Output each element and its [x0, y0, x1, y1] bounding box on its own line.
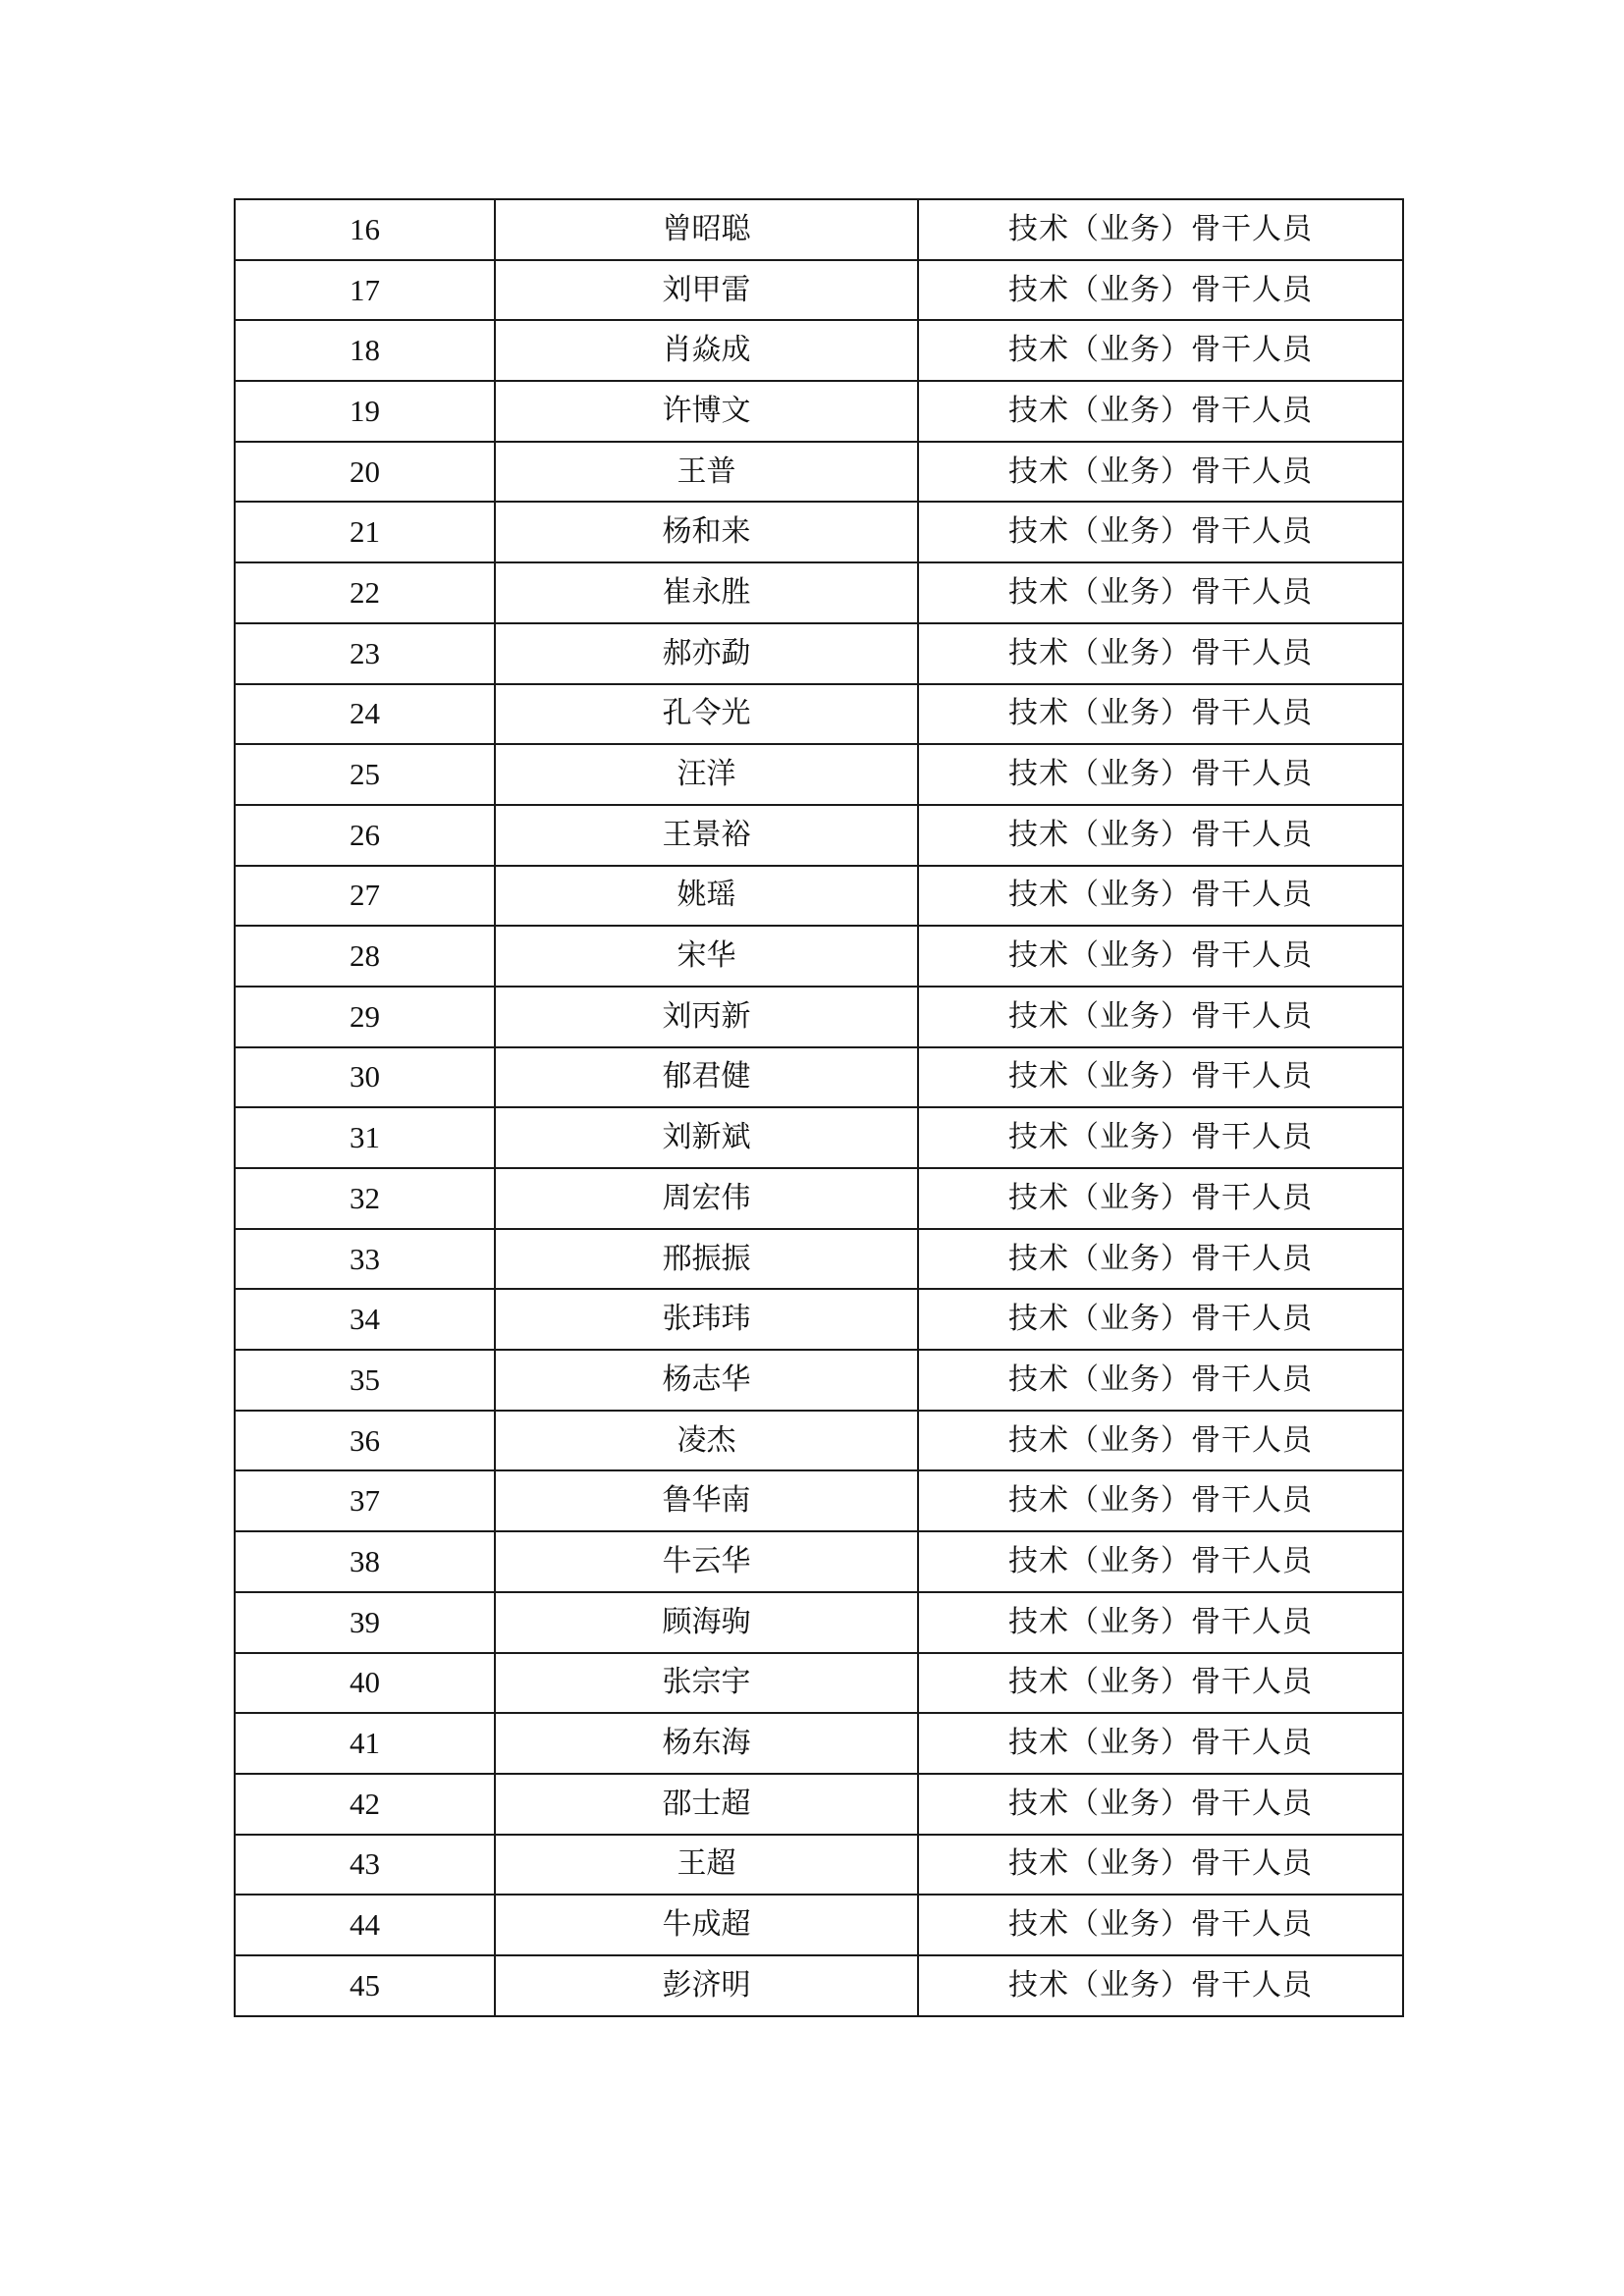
role-cell: 技术（业务）骨干人员 [918, 684, 1403, 745]
role-cell: 技术（业务）骨干人员 [918, 1895, 1403, 1955]
name-cell: 曾昭聪 [495, 199, 918, 260]
name-cell: 刘甲雷 [495, 260, 918, 321]
table-row [235, 442, 1403, 503]
name-cell: 张玮玮 [495, 1289, 918, 1350]
table-row [235, 562, 1403, 623]
name-cell: 杨东海 [495, 1713, 918, 1774]
row-number-cell: 22 [235, 562, 495, 623]
name-cell: 肖焱成 [495, 320, 918, 381]
name-cell: 汪洋 [495, 744, 918, 805]
row-number-cell: 44 [235, 1895, 495, 1955]
role-cell: 技术（业务）骨干人员 [918, 1229, 1403, 1290]
role-cell: 技术（业务）骨干人员 [918, 1835, 1403, 1896]
row-number-cell: 20 [235, 442, 495, 503]
table-row [235, 1531, 1403, 1592]
name-cell: 顾海驹 [495, 1592, 918, 1653]
role-cell: 技术（业务）骨干人员 [918, 1653, 1403, 1714]
table-row [235, 1713, 1403, 1774]
role-cell: 技术（业务）骨干人员 [918, 623, 1403, 684]
name-cell: 姚瑶 [495, 866, 918, 927]
table-row [235, 1411, 1403, 1471]
table-row [235, 1350, 1403, 1411]
row-number-cell: 18 [235, 320, 495, 381]
role-cell: 技术（业务）骨干人员 [918, 866, 1403, 927]
row-number-cell: 43 [235, 1835, 495, 1896]
table-row [235, 1835, 1403, 1896]
table-row [235, 1895, 1403, 1955]
role-cell: 技术（业务）骨干人员 [918, 1592, 1403, 1653]
role-cell: 技术（业务）骨干人员 [918, 199, 1403, 260]
role-cell: 技术（业务）骨干人员 [918, 1470, 1403, 1531]
name-cell: 王普 [495, 442, 918, 503]
role-cell: 技术（业务）骨干人员 [918, 1955, 1403, 2016]
row-number-cell: 36 [235, 1411, 495, 1471]
role-cell: 技术（业务）骨干人员 [918, 562, 1403, 623]
name-cell: 郝亦勐 [495, 623, 918, 684]
row-number-cell: 35 [235, 1350, 495, 1411]
role-cell: 技术（业务）骨干人员 [918, 1411, 1403, 1471]
row-number-cell: 16 [235, 199, 495, 260]
name-cell: 鲁华南 [495, 1470, 918, 1531]
table-row [235, 381, 1403, 442]
table-row [235, 805, 1403, 866]
row-number-cell: 17 [235, 260, 495, 321]
role-cell: 技术（业务）骨干人员 [918, 1531, 1403, 1592]
name-cell: 王超 [495, 1835, 918, 1896]
table-row [235, 1229, 1403, 1290]
row-number-cell: 19 [235, 381, 495, 442]
role-cell: 技术（业务）骨干人员 [918, 442, 1403, 503]
row-number-cell: 31 [235, 1107, 495, 1168]
table-row [235, 1047, 1403, 1108]
row-number-cell: 21 [235, 502, 495, 562]
name-cell: 宋华 [495, 926, 918, 987]
table-row [235, 1653, 1403, 1714]
name-cell: 邢振振 [495, 1229, 918, 1290]
name-cell: 崔永胜 [495, 562, 918, 623]
row-number-cell: 30 [235, 1047, 495, 1108]
role-cell: 技术（业务）骨干人员 [918, 260, 1403, 321]
name-cell: 邵士超 [495, 1774, 918, 1835]
table-row [235, 1168, 1403, 1229]
table-row [235, 684, 1403, 745]
name-cell: 张宗宇 [495, 1653, 918, 1714]
role-cell: 技术（业务）骨干人员 [918, 1289, 1403, 1350]
table-row [235, 1470, 1403, 1531]
row-number-cell: 42 [235, 1774, 495, 1835]
table-row [235, 1289, 1403, 1350]
personnel-table [234, 198, 1404, 2017]
role-cell: 技术（业务）骨干人员 [918, 320, 1403, 381]
role-cell: 技术（业务）骨干人员 [918, 1774, 1403, 1835]
row-number-cell: 32 [235, 1168, 495, 1229]
row-number-cell: 38 [235, 1531, 495, 1592]
table-row [235, 502, 1403, 562]
name-cell: 牛云华 [495, 1531, 918, 1592]
row-number-cell: 24 [235, 684, 495, 745]
name-cell: 周宏伟 [495, 1168, 918, 1229]
name-cell: 刘新斌 [495, 1107, 918, 1168]
row-number-cell: 45 [235, 1955, 495, 2016]
name-cell: 杨志华 [495, 1350, 918, 1411]
table-row [235, 1592, 1403, 1653]
row-number-cell: 25 [235, 744, 495, 805]
role-cell: 技术（业务）骨干人员 [918, 1350, 1403, 1411]
name-cell: 许博文 [495, 381, 918, 442]
row-number-cell: 37 [235, 1470, 495, 1531]
role-cell: 技术（业务）骨干人员 [918, 805, 1403, 866]
role-cell: 技术（业务）骨干人员 [918, 1713, 1403, 1774]
table-row [235, 926, 1403, 987]
table-row [235, 1107, 1403, 1168]
table-row [235, 1774, 1403, 1835]
personnel-table-body [235, 199, 1403, 2016]
table-row [235, 987, 1403, 1047]
name-cell: 郁君健 [495, 1047, 918, 1108]
row-number-cell: 34 [235, 1289, 495, 1350]
role-cell: 技术（业务）骨干人员 [918, 1047, 1403, 1108]
name-cell: 王景裕 [495, 805, 918, 866]
name-cell: 杨和来 [495, 502, 918, 562]
role-cell: 技术（业务）骨干人员 [918, 381, 1403, 442]
table-row [235, 744, 1403, 805]
row-number-cell: 39 [235, 1592, 495, 1653]
role-cell: 技术（业务）骨干人员 [918, 926, 1403, 987]
name-cell: 牛成超 [495, 1895, 918, 1955]
row-number-cell: 33 [235, 1229, 495, 1290]
table-row [235, 623, 1403, 684]
row-number-cell: 29 [235, 987, 495, 1047]
table-row [235, 199, 1403, 260]
name-cell: 凌杰 [495, 1411, 918, 1471]
row-number-cell: 26 [235, 805, 495, 866]
role-cell: 技术（业务）骨干人员 [918, 1168, 1403, 1229]
table-row [235, 320, 1403, 381]
role-cell: 技术（业务）骨干人员 [918, 1107, 1403, 1168]
table-row [235, 1955, 1403, 2016]
table-row [235, 260, 1403, 321]
row-number-cell: 40 [235, 1653, 495, 1714]
row-number-cell: 23 [235, 623, 495, 684]
role-cell: 技术（业务）骨干人员 [918, 987, 1403, 1047]
name-cell: 彭济明 [495, 1955, 918, 2016]
table-row [235, 866, 1403, 927]
role-cell: 技术（业务）骨干人员 [918, 502, 1403, 562]
name-cell: 孔令光 [495, 684, 918, 745]
name-cell: 刘丙新 [495, 987, 918, 1047]
row-number-cell: 41 [235, 1713, 495, 1774]
role-cell: 技术（业务）骨干人员 [918, 744, 1403, 805]
row-number-cell: 28 [235, 926, 495, 987]
row-number-cell: 27 [235, 866, 495, 927]
